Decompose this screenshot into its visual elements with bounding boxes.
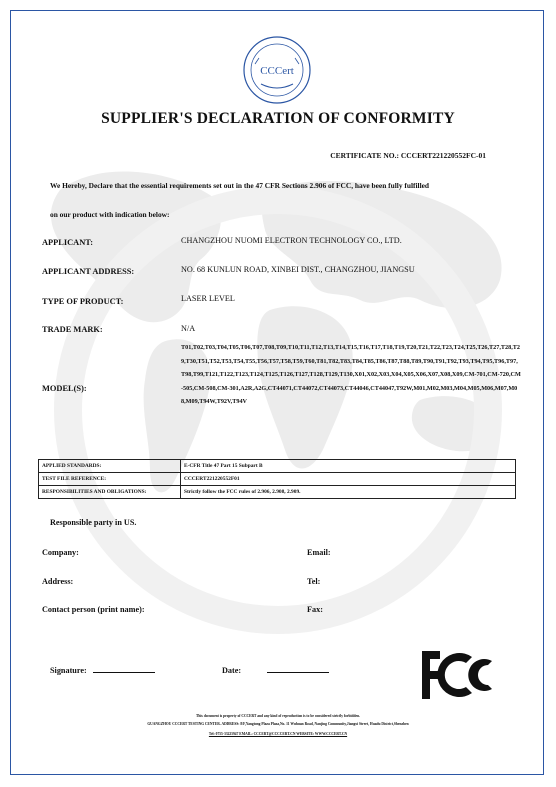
signature-line	[93, 672, 155, 673]
table-cell: APPLIED STANDARDS:	[39, 460, 181, 473]
certificate-number: CERTIFICATE NO.: CCCERT221220552FC-01	[330, 151, 486, 160]
date-line	[267, 672, 329, 673]
footer-line-1: This document is property of CCCERT and any kind of reproduction is to be considered strictly forbidden.	[196, 714, 360, 718]
date-label: Date:	[222, 666, 242, 675]
signature-label: Signature:	[50, 666, 87, 675]
table-cell: E-CFR Title 47 Part 15 Subpart B	[181, 460, 516, 473]
world-map-watermark	[20, 150, 536, 670]
cccert-logo	[241, 34, 313, 106]
fax-label: Fax:	[307, 605, 323, 614]
applicant-address-label: APPLICANT ADDRESS:	[42, 267, 135, 276]
responsible-party-heading: Responsible party in US.	[50, 518, 137, 527]
table-row	[39, 486, 516, 499]
table-cell: TEST FILE REFERENCE:	[39, 473, 181, 486]
table-cell: Strictly follow the FCC rules of 2.906, 2.908, 2.909.	[181, 486, 516, 499]
footer-line-2: GUANGZHOU CCCERT TESTING CENTER. ADDRESS: 8/F,Yangtong Plaza Plaza,No. 11 Wuhuan Road, Nanjing Community,Jiangxi Street, Huadu District,Shenzhen	[147, 722, 409, 726]
signature-field	[50, 666, 155, 675]
table-cell: RESPONSIBILITIES AND OBLIGATIONS:	[39, 486, 181, 499]
declaration-line-2: on our product with indication below:	[50, 210, 170, 219]
product-type-value: LASER LEVEL	[181, 294, 235, 303]
contact-person-label: Contact person (print name):	[42, 605, 145, 614]
applicant-label: APPLICANT:	[42, 238, 94, 247]
address-label: Address:	[42, 577, 74, 586]
date-field	[222, 666, 329, 675]
company-label: Company:	[42, 548, 79, 557]
footer-contact-text: Tel: 0755-33225947 EMAIL: CCCERT@CCCCERT.CN WEBSITE: WWW.CCCERT.CN	[208, 732, 348, 736]
declaration-line-1: We Hereby, Declare that the essential requirements set out in the 47 CFR Sections 2.906 of FCC, have been fully fulfilled	[50, 181, 430, 190]
standards-table	[38, 459, 516, 499]
trade-mark-label: TRADE MARK:	[42, 325, 103, 334]
trade-mark-value: N/A	[181, 324, 196, 333]
models-label: MODEL(S):	[42, 384, 87, 393]
applicant-value: CHANGZHOU NUOMI ELECTRON TECHNOLOGY CO., LTD.	[181, 236, 402, 245]
email-label: Email:	[307, 548, 331, 557]
table-cell: CCCERT221220552F01	[181, 473, 516, 486]
models-value: T01,T02,T03,T04,T05,T06,T07,T08,T09,T10,T11,T12,T13,T14,T15,T16,T17,T18,T19,T20,T21,T22,T23,T24,T25,T26,T27,T28,T29,T30,T51,T52,T53,T54,T55,T56,T57,T58,T59,T60,T81,T82,T83,T84,T85,T86,T87,T88,T89,T90,T91,T92,T93,T94,T95,T96,T97,T98,T99,T121,T122,T123,T124,T125,T126,T127,T128,T129,T130,X01,X02,X03,X04,X05,X06,X07,X08,X09,CM-701,CM-720,CM-505,CM-508,CM-301,A2R,A2G,CT44071,CT44072,CT44073,CT44046,CT44047,T92W,M01,M02,M03,M04,M05,M06,M07,M08,M09,T94W,T92V,T94V	[181, 344, 521, 406]
document-title: SUPPLIER'S DECLARATION OF CONFORMITY	[101, 110, 455, 127]
fcc-logo	[420, 647, 502, 703]
svg-text:CCCert: CCCert	[260, 65, 294, 77]
table-row	[39, 460, 516, 473]
table-row	[39, 473, 516, 486]
tel-label: Tel:	[307, 577, 321, 586]
applicant-address-value: NO. 68 KUNLUN ROAD, XINBEI DIST., CHANGZHOU, JIANGSU	[181, 265, 415, 274]
footer-line-3	[0, 732, 556, 736]
product-type-label: TYPE OF PRODUCT:	[42, 297, 124, 306]
